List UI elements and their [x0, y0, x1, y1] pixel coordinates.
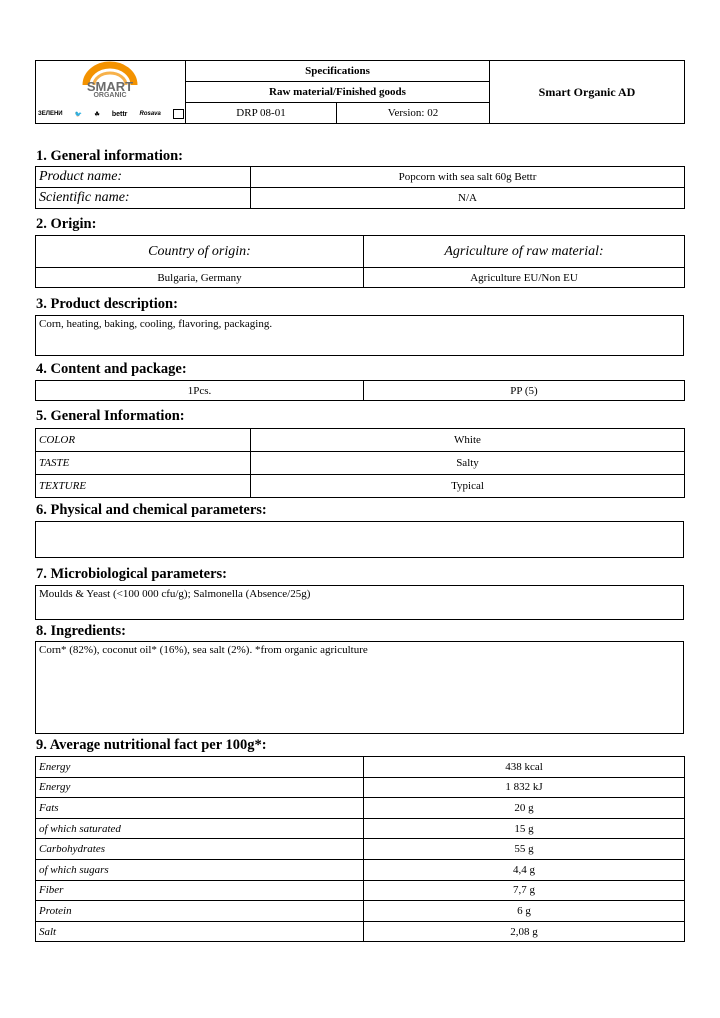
agriculture-value: Agriculture EU/Non EU	[364, 268, 685, 288]
spec-subtitle: Raw material/Finished goods	[186, 82, 490, 103]
physical-chemical-box	[35, 521, 684, 558]
company-name: Smart Organic AD	[490, 61, 685, 124]
section-9-heading: 9. Average nutritional fact per 100g*:	[36, 737, 267, 753]
header-table	[35, 60, 685, 124]
nutrient-label: Fiber	[36, 880, 364, 901]
nutrient-value: 438 kcal	[364, 757, 685, 778]
badge-icon	[173, 109, 184, 119]
nutrient-value: 1 832 kJ	[364, 777, 685, 798]
origin-table	[35, 235, 685, 288]
nutrient-value: 2,08 g	[364, 921, 685, 942]
ingredients-box: Corn* (82%), coconut oil* (16%), sea salt (2%). *from organic agriculture	[35, 641, 684, 734]
doc-code: DRP 08-01	[186, 103, 337, 124]
country-of-origin-label: Country of origin:	[36, 236, 364, 268]
scientific-name-label: Scientific name:	[36, 188, 251, 209]
nutrient-label: of which saturated	[36, 818, 364, 839]
nutrient-label: Fats	[36, 798, 364, 819]
attribute-value: White	[251, 429, 685, 452]
attribute-label: TASTE	[36, 452, 251, 475]
brand-mark-bettr: bettr	[111, 110, 128, 118]
leaf-icon: ☘	[94, 111, 100, 118]
section-5-heading: 5. General Information:	[36, 408, 185, 424]
general-info-table	[35, 166, 685, 209]
nutrient-value: 7,7 g	[364, 880, 685, 901]
nutrient-value: 6 g	[364, 901, 685, 922]
nutrient-value: 15 g	[364, 818, 685, 839]
product-name-value: Popcorn with sea salt 60g Bettr	[251, 167, 685, 188]
attribute-value: Typical	[251, 475, 685, 498]
brand-mark-rosava: Rosava	[139, 111, 161, 117]
section-6-heading: 6. Physical and chemical parameters:	[36, 502, 267, 518]
package-value: PP (5)	[364, 381, 685, 401]
nutrient-label: Protein	[36, 901, 364, 922]
brand-mark-zeleni: ЗЕЛЕНИ	[38, 111, 63, 117]
nutrient-label: Carbohydrates	[36, 839, 364, 860]
scientific-name-value: N/A	[251, 188, 685, 209]
nutrient-value: 4,4 g	[364, 859, 685, 880]
logo-text-bottom: ORGANIC	[93, 92, 127, 99]
logo-text-top: SMART	[86, 79, 134, 94]
microbiological-box: Moulds & Yeast (<100 000 cfu/g); Salmonella (Absence/25g)	[35, 585, 684, 620]
nutrient-value: 20 g	[364, 798, 685, 819]
section-4-heading: 4. Content and package:	[36, 361, 187, 377]
nutrient-value: 55 g	[364, 839, 685, 860]
country-of-origin-value: Bulgaria, Germany	[36, 268, 364, 288]
logo-cell	[36, 61, 186, 124]
section-8-heading: 8. Ingredients:	[36, 623, 126, 639]
attribute-label: COLOR	[36, 429, 251, 452]
bird-icon: 🐦	[74, 111, 83, 118]
agriculture-label: Agriculture of raw material:	[364, 236, 685, 268]
product-description-box: Corn, heating, baking, cooling, flavoring, packaging.	[35, 315, 684, 356]
section-3-heading: 3. Product description:	[36, 296, 178, 312]
nutrient-label: Energy	[36, 777, 364, 798]
nutrient-label: of which sugars	[36, 859, 364, 880]
section-2-heading: 2. Origin:	[36, 216, 97, 232]
spec-title: Specifications	[186, 61, 490, 82]
section-7-heading: 7. Microbiological parameters:	[36, 566, 227, 582]
brand-marks-row	[38, 108, 184, 120]
nutrient-label: Energy	[36, 757, 364, 778]
nutrient-label: Salt	[36, 921, 364, 942]
section-1-heading: 1. General information:	[36, 148, 183, 164]
content-package-table	[35, 380, 685, 401]
attribute-value: Salty	[251, 452, 685, 475]
attribute-label: TEXTURE	[36, 475, 251, 498]
nutrition-table	[35, 756, 685, 942]
content-value: 1Pcs.	[36, 381, 364, 401]
general-information-table	[35, 428, 685, 498]
product-name-label: Product name:	[36, 167, 251, 188]
doc-version: Version: 02	[337, 103, 490, 124]
